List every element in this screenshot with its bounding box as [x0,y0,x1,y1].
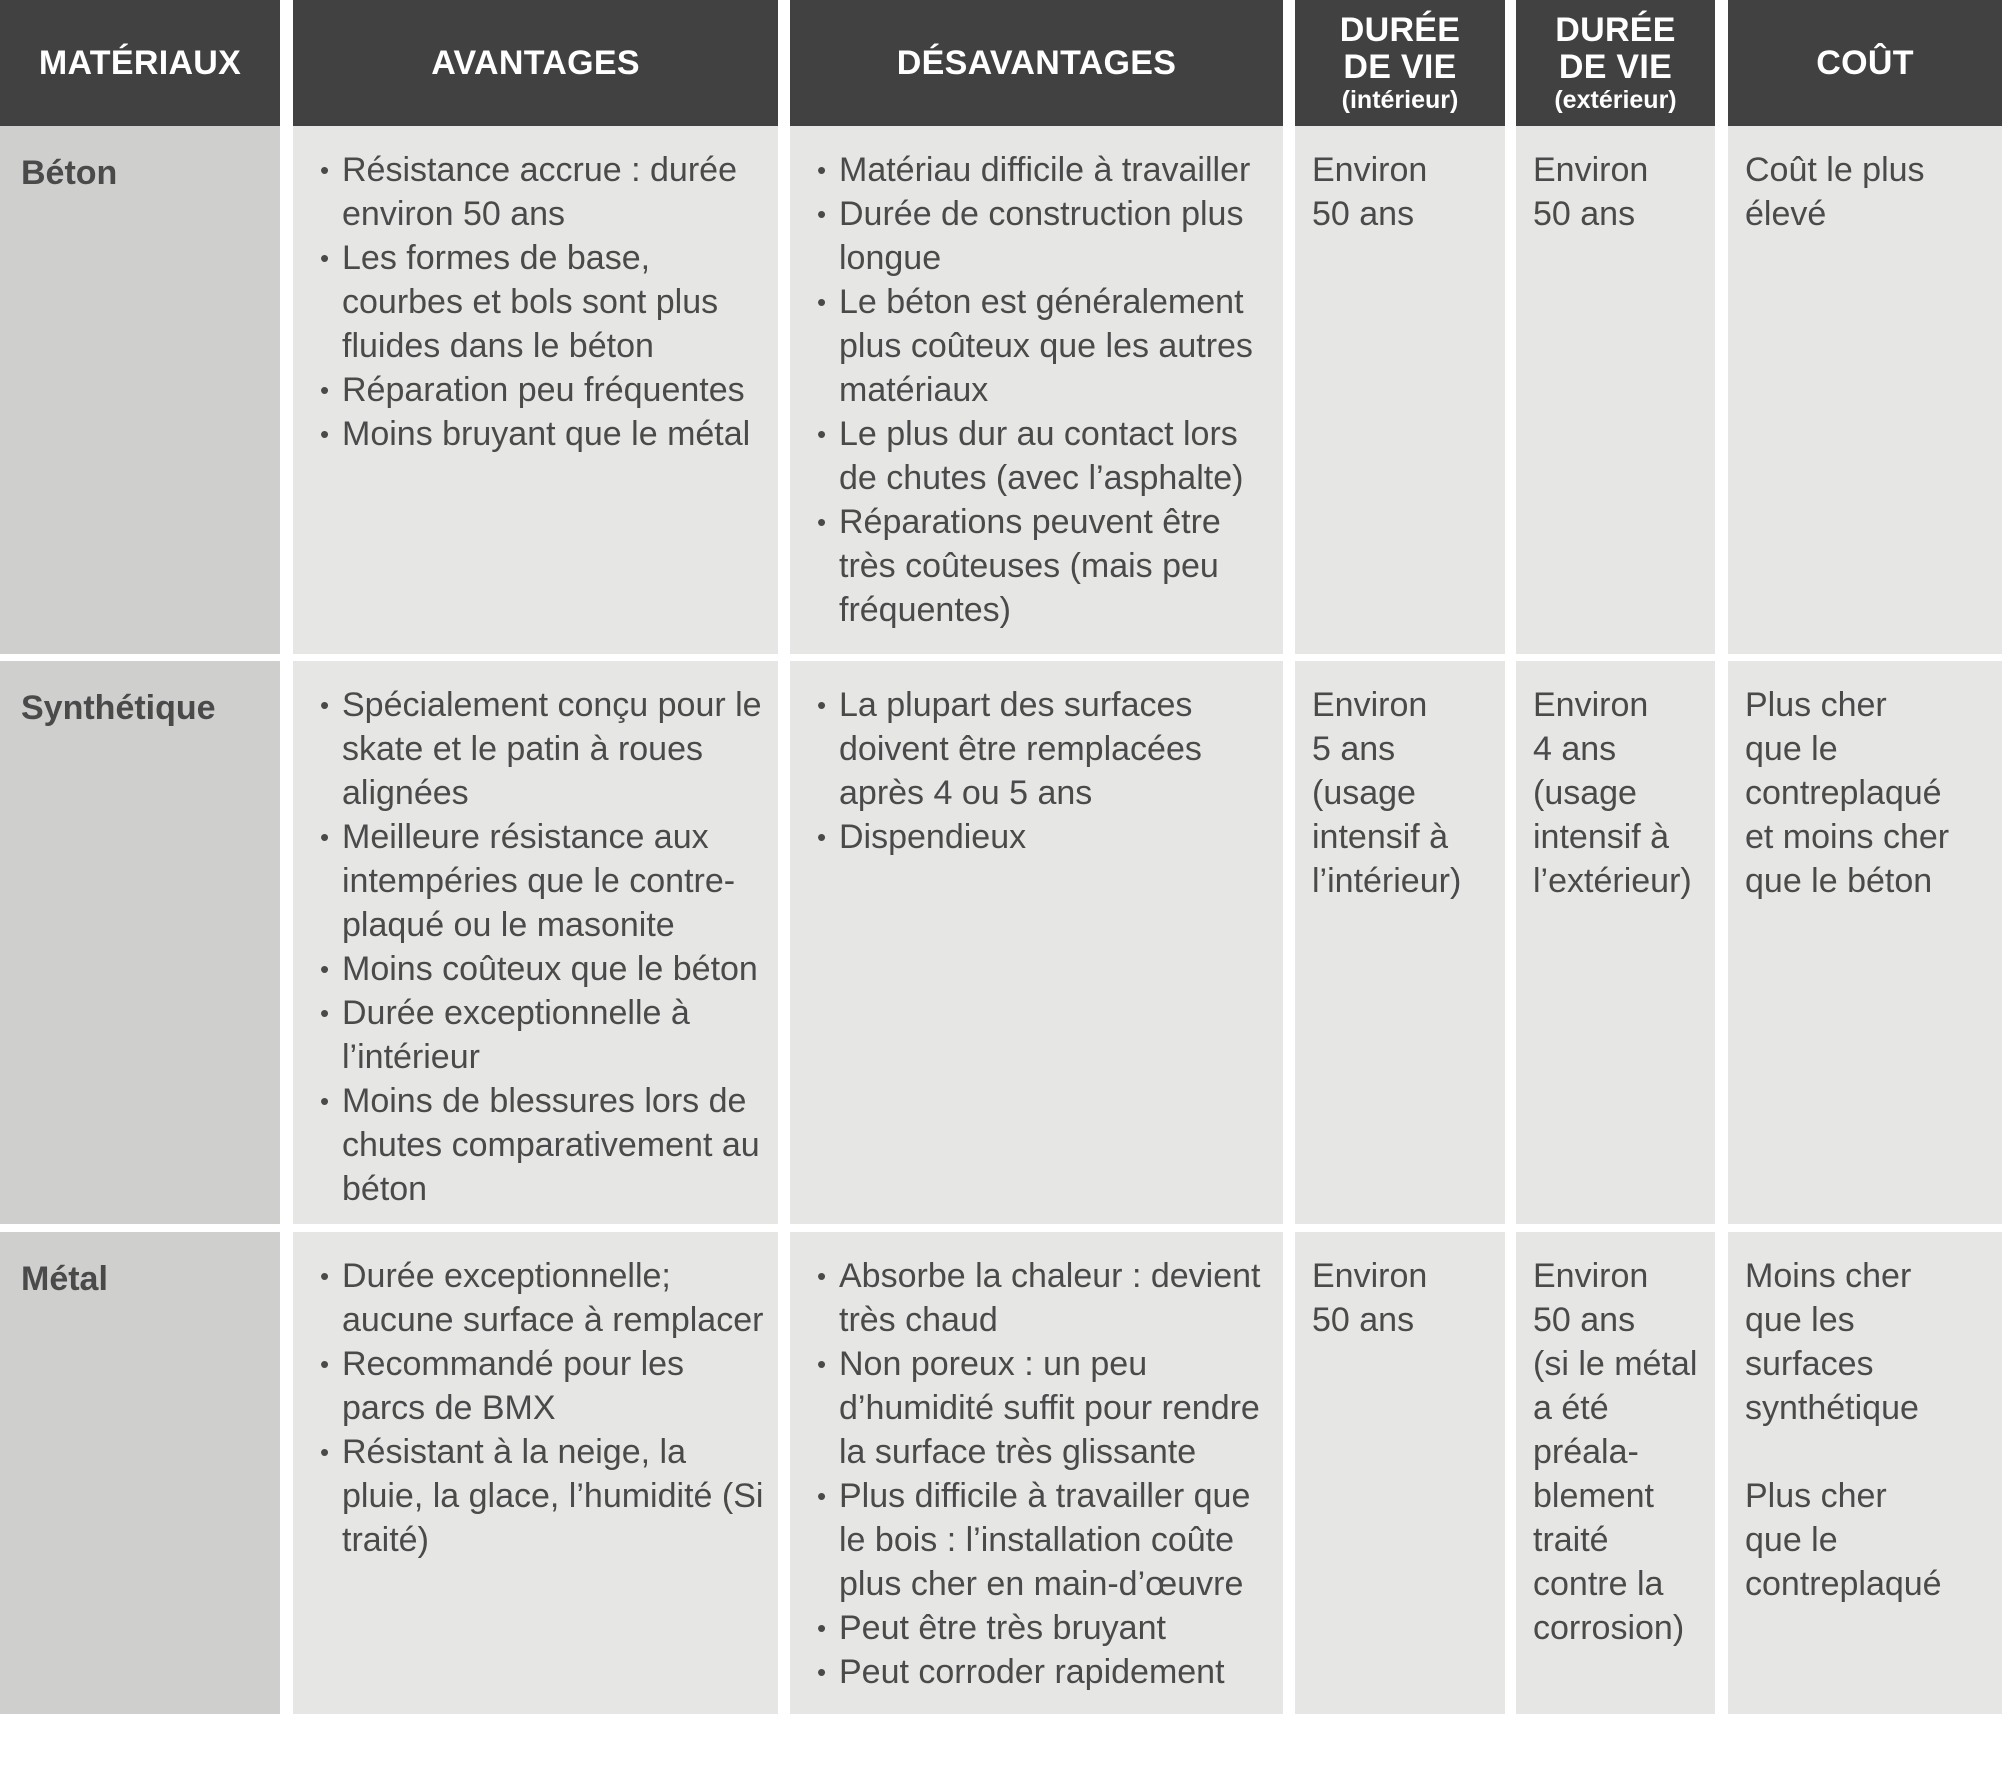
list-item: • Durée exceptionnelle à l’intérieur [311,991,768,1079]
header-lifespan-interior-line1: DURÉE [1339,11,1461,49]
header-lifespan-interior [1295,0,1505,126]
list-item: • Durée exceptionnelle; aucune surface à remplacer [311,1254,768,1342]
header-disadvantages [790,0,1283,126]
header-materials-label: MATÉRIAUX [38,43,242,82]
list-item: • Plus difficile à travailler que le bois : l’installation coûte plus cher en main-d’œuvre [808,1474,1273,1606]
row-synthetique-cost: Plus cher que le contreplaqué et moins cher que le béton [1728,661,2002,1224]
row-beton-advantages [293,126,778,654]
row-beton-material: Béton [0,126,280,654]
list-item: • Le béton est généralement plus coûteux que les autres matériaux [808,280,1273,412]
header-cost [1728,0,2002,126]
header-lifespan-exterior-line2: DE VIE [1558,48,1673,86]
list-item: • Peut être très bruyant [808,1606,1273,1650]
row-metal-lifespan-exterior: Environ 50 ans (si le métal a été préala- blement traité contre la corrosion) [1516,1232,1715,1714]
list-item: • Recommandé pour les parcs de BMX [311,1342,768,1430]
list-item: • Réparations peuvent être très coûteuses (mais peu fréquentes) [808,500,1273,632]
list-item: • Moins de blessures lors de chutes comparativement au béton [311,1079,768,1211]
row-metal-lifespan-interior: Environ 50 ans [1295,1232,1505,1714]
row-beton-cost: Coût le plus élevé [1728,126,2002,654]
row-synthetique-lifespan-interior: Environ 5 ans (usage intensif à l’intérieur) [1295,661,1505,1224]
row-synthetique-material: Synthétique [0,661,280,1224]
header-advantages-label: AVANTAGES [431,43,640,82]
header-advantages [293,0,778,126]
list-item: • Dispendieux [808,815,1273,859]
row-metal-disadvantages [790,1232,1283,1714]
header-lifespan-exterior-line1: DURÉE [1555,11,1676,49]
list-item: • Moins bruyant que le métal [311,412,768,456]
list-item: • Spécialement conçu pour le skate et le patin à roues alignées [311,683,768,815]
row-beton-lifespan-exterior: Environ 50 ans [1516,126,1715,654]
row-synthetique-lifespan-exterior: Environ 4 ans (usage intensif à l’extérieur) [1516,661,1715,1224]
list-item: • Résistance accrue : durée environ 50 ans [311,148,768,236]
list-item: • Matériau difficile à travailler [808,148,1273,192]
row-beton-disadvantages [790,126,1283,654]
header-disadvantages-label: DÉSAVANTAGES [896,43,1177,82]
header-cost-label: COÛT [1816,43,1914,82]
row-metal-cost: Moins cher que les surfaces synthétique Plus cher que le contreplaqué [1728,1232,2002,1714]
list-item: • Durée de construction plus longue [808,192,1273,280]
list-item: • Peut corroder rapidement [808,1650,1273,1694]
list-item: • Réparation peu fréquentes [311,368,768,412]
list-item: • La plupart des surfaces doivent être remplacées après 4 ou 5 ans [808,683,1273,815]
row-metal-advantages [293,1232,778,1714]
list-item: • Meilleure résistance aux intempéries que le contre-plaqué ou le masonite [311,815,768,947]
list-item: • Absorbe la chaleur : devient très chaud [808,1254,1273,1342]
list-item: • Les formes de base, courbes et bols sont plus fluides dans le béton [311,236,768,368]
header-lifespan-exterior-line3: (extérieur) [1554,86,1677,114]
header-lifespan-interior-line3: (intérieur) [1341,86,1459,114]
list-item: • Moins coûteux que le béton [311,947,768,991]
list-item: • Le plus dur au contact lors de chutes (avec l’asphalte) [808,412,1273,500]
row-synthetique-advantages [293,661,778,1224]
row-beton-lifespan-interior: Environ 50 ans [1295,126,1505,654]
list-item: • Non poreux : un peu d’humidité suffit pour rendre la surface très glissante [808,1342,1273,1474]
header-lifespan-interior-line2: DE VIE [1343,48,1457,86]
list-item: • Résistant à la neige, la pluie, la glace, l’humidité (Si traité) [311,1430,768,1562]
header-materials [0,0,280,126]
row-metal-material: Métal [0,1232,280,1714]
row-synthetique-disadvantages [790,661,1283,1224]
header-lifespan-exterior [1516,0,1715,126]
